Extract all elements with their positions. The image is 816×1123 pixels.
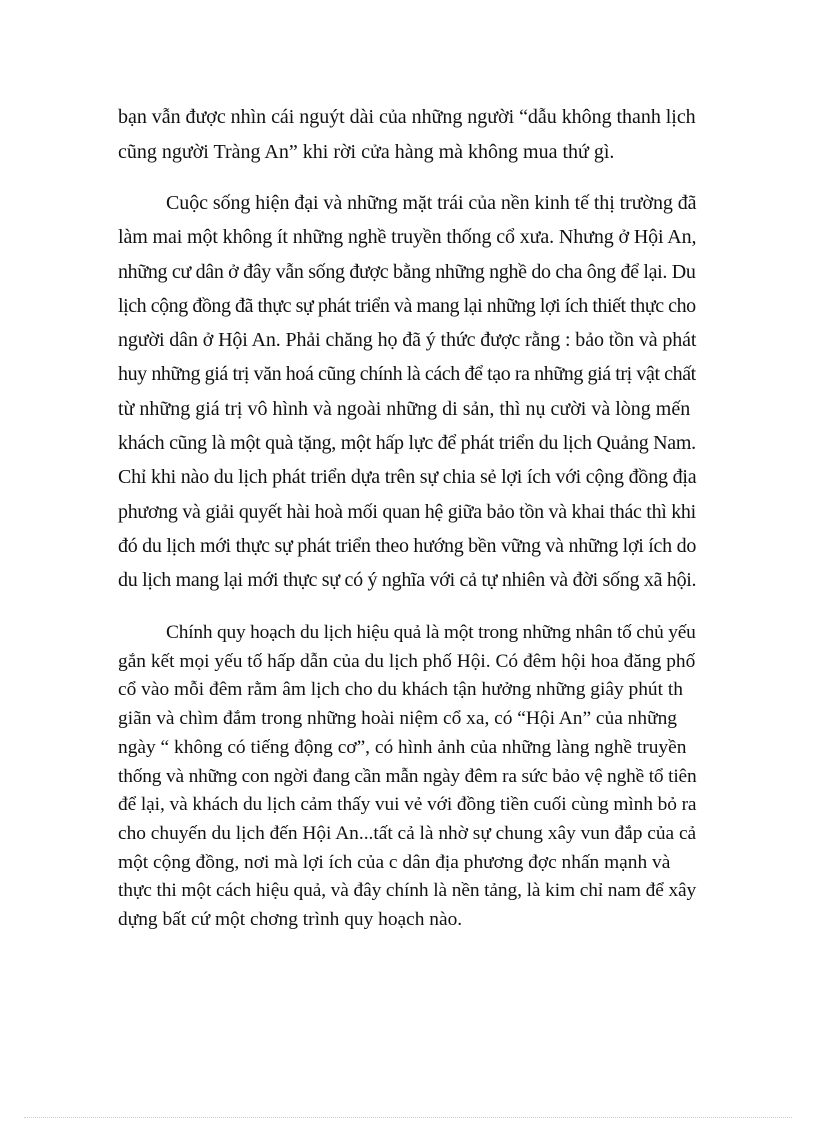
text-line: những cư dân ở đây vẫn sống được bằng những nghề do cha ông để lại. Du [118, 260, 696, 283]
text-line: cổ vào mỗi đêm rằm âm lịch cho du khách tận hưởng những giây phút th [118, 679, 683, 701]
text-line: Cuộc sống hiện đại và những mặt trái của nền kinh tế thị trường đã [166, 192, 697, 214]
text-line: một cộng đồng, nơi mà lợi ích của c dân địa phương đợc nhấn mạnh và [118, 851, 671, 873]
text-line: từ những giá trị vô hình và ngoài những di sản, thì nụ cười và lòng mến [118, 397, 691, 420]
text-line: dựng bất cứ một chơng trình quy hoạch nào. [118, 909, 463, 931]
text-line: giãn và chìm đắm trong những hoài niệm cổ xa, có “Hội An” của những [118, 708, 677, 730]
text-line: người dân ở Hội An. Phải chăng họ đã ý thức được rằng : bảo tồn và phát [118, 329, 697, 352]
text-line: lịch cộng đồng đã thực sự phát triển và mang lại những lợi ích thiết thực cho [118, 294, 696, 317]
text-line: phương và giải quyết hài hoà mối quan hệ giữa bảo tồn và khai thác thì khi [118, 500, 696, 523]
page-bottom-divider [24, 1117, 792, 1118]
text-line: làm mai một không ít những nghề truyền thống cổ xưa. Nhưng ở Hội An, [118, 226, 697, 249]
text-line: để lại, và khách du lịch cảm thấy vui vẻ với đồng tiền cuối cùng mình bỏ ra [118, 794, 697, 816]
text-line: Chính quy hoạch du lịch hiệu quả là một trong những nhân tố chủ yếu [166, 622, 696, 643]
paragraph-continuation [118, 100, 696, 170]
text-line: đó du lịch mới thực sự phát triển theo hướng bền vững và những lợi ích do [118, 534, 697, 557]
text-line: cũng người Tràng An” khi rời cửa hàng mà không mua thứ gì. [118, 141, 615, 163]
text-line: cho chuyến du lịch đến Hội An...tất cả là nhờ sự chung xây vun đắp của cả [118, 822, 697, 844]
text-line: Chỉ khi nào du lịch phát triển dựa trên sự chia sẻ lợi ích với cộng đồng địa [118, 466, 697, 489]
text-line: bạn vẫn được nhìn cái nguýt dài của những người “dẫu không thanh lịch [118, 106, 696, 128]
paragraph-modern-life [118, 186, 696, 598]
text-line: du lịch mang lại mới thực sự có ý nghĩa với cả tự nhiên và đời sống xã hội. [118, 569, 697, 592]
text-line: huy những giá trị văn hoá cũng chính là cách để tạo ra những giá trị vật chất [118, 363, 696, 386]
text-line: gắn kết mọi yếu tố hấp dẫn của du lịch phố Hội. Có đêm hội hoa đăng phố [118, 650, 696, 672]
text-line: thống và những con ngời đang cần mẫn ngày đêm ra sức bảo vệ nghề tổ tiên [118, 765, 697, 787]
text-line: khách cũng là một quà tặng, một hấp lực để phát triển du lịch Quảng Nam. [118, 432, 696, 455]
text-line: thực thi một cách hiệu quả, và đây chính là nền tảng, là kim chỉ nam để xây [118, 880, 697, 902]
paragraph-tourism-planning [118, 619, 696, 935]
text-line: ngày “ không có tiếng động cơ”, có hình ảnh của những làng nghề truyền [118, 736, 687, 758]
